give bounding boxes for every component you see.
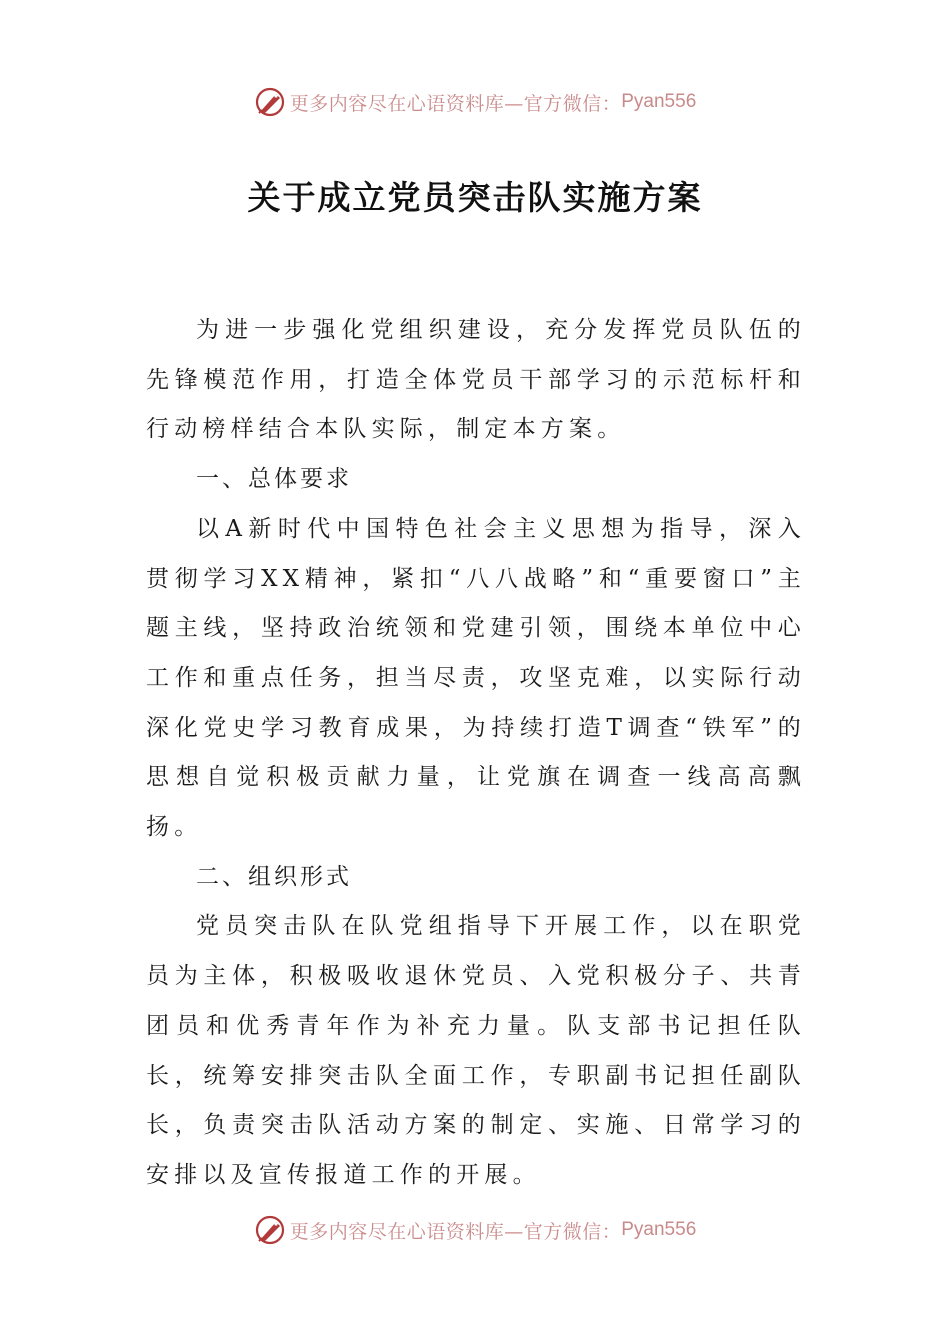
watermark-text: 更多内容尽在心语资料库—官方微信： xyxy=(289,1220,622,1243)
general-requirements-paragraph: 以A新时代中国特色社会主义思想为指导，深入贯彻学习XX精神，紧扣“八八战略”和“重要窗口”主题主线，坚持政治统领和党建引领，围绕本单位中心工作和重点任务，担当尽责，攻坚克难，以实际行动深化党史学习教育成果，为持续打造T调查“铁军”的思想自觉积极贡献力量，让党旗在调查一线高高飘扬。 xyxy=(146,515,806,841)
intro-paragraph: 为进一步强化党组织建设，充分发挥党员队伍的先锋模范作用，打造全体党员干部学习的示范标杆和行动榜样结合本队实际，制定本方案。 xyxy=(146,317,806,443)
section-heading-general-requirements: 一、总体要求 xyxy=(196,466,352,493)
header-watermark-banner xyxy=(0,84,950,120)
pen-nib-circle-icon xyxy=(254,86,286,118)
watermark-wechat-id: Pyan556 xyxy=(621,1219,697,1240)
watermark-text: 更多内容尽在心语资料库—官方微信： xyxy=(289,92,622,115)
footer-watermark-banner xyxy=(0,1212,950,1248)
document-title: 关于成立党员突击队实施方案 xyxy=(247,178,703,217)
section-heading-organization-form: 二、组织形式 xyxy=(196,863,352,890)
organization-form-paragraph: 党员突击队在队党组指导下开展工作，以在职党员为主体，积极吸收退休党员、入党积极分子、共青团员和优秀青年作为补充力量。队支部书记担任队长，统筹安排突击队全面工作，专职副书记担任副队长，负责突击队活动方案的制定、实施、日常学习的安排以及宣传报道工作的开展。 xyxy=(146,913,806,1188)
pen-nib-circle-icon xyxy=(254,1214,286,1246)
watermark-wechat-id: Pyan556 xyxy=(621,91,697,112)
document-body xyxy=(146,306,806,1201)
